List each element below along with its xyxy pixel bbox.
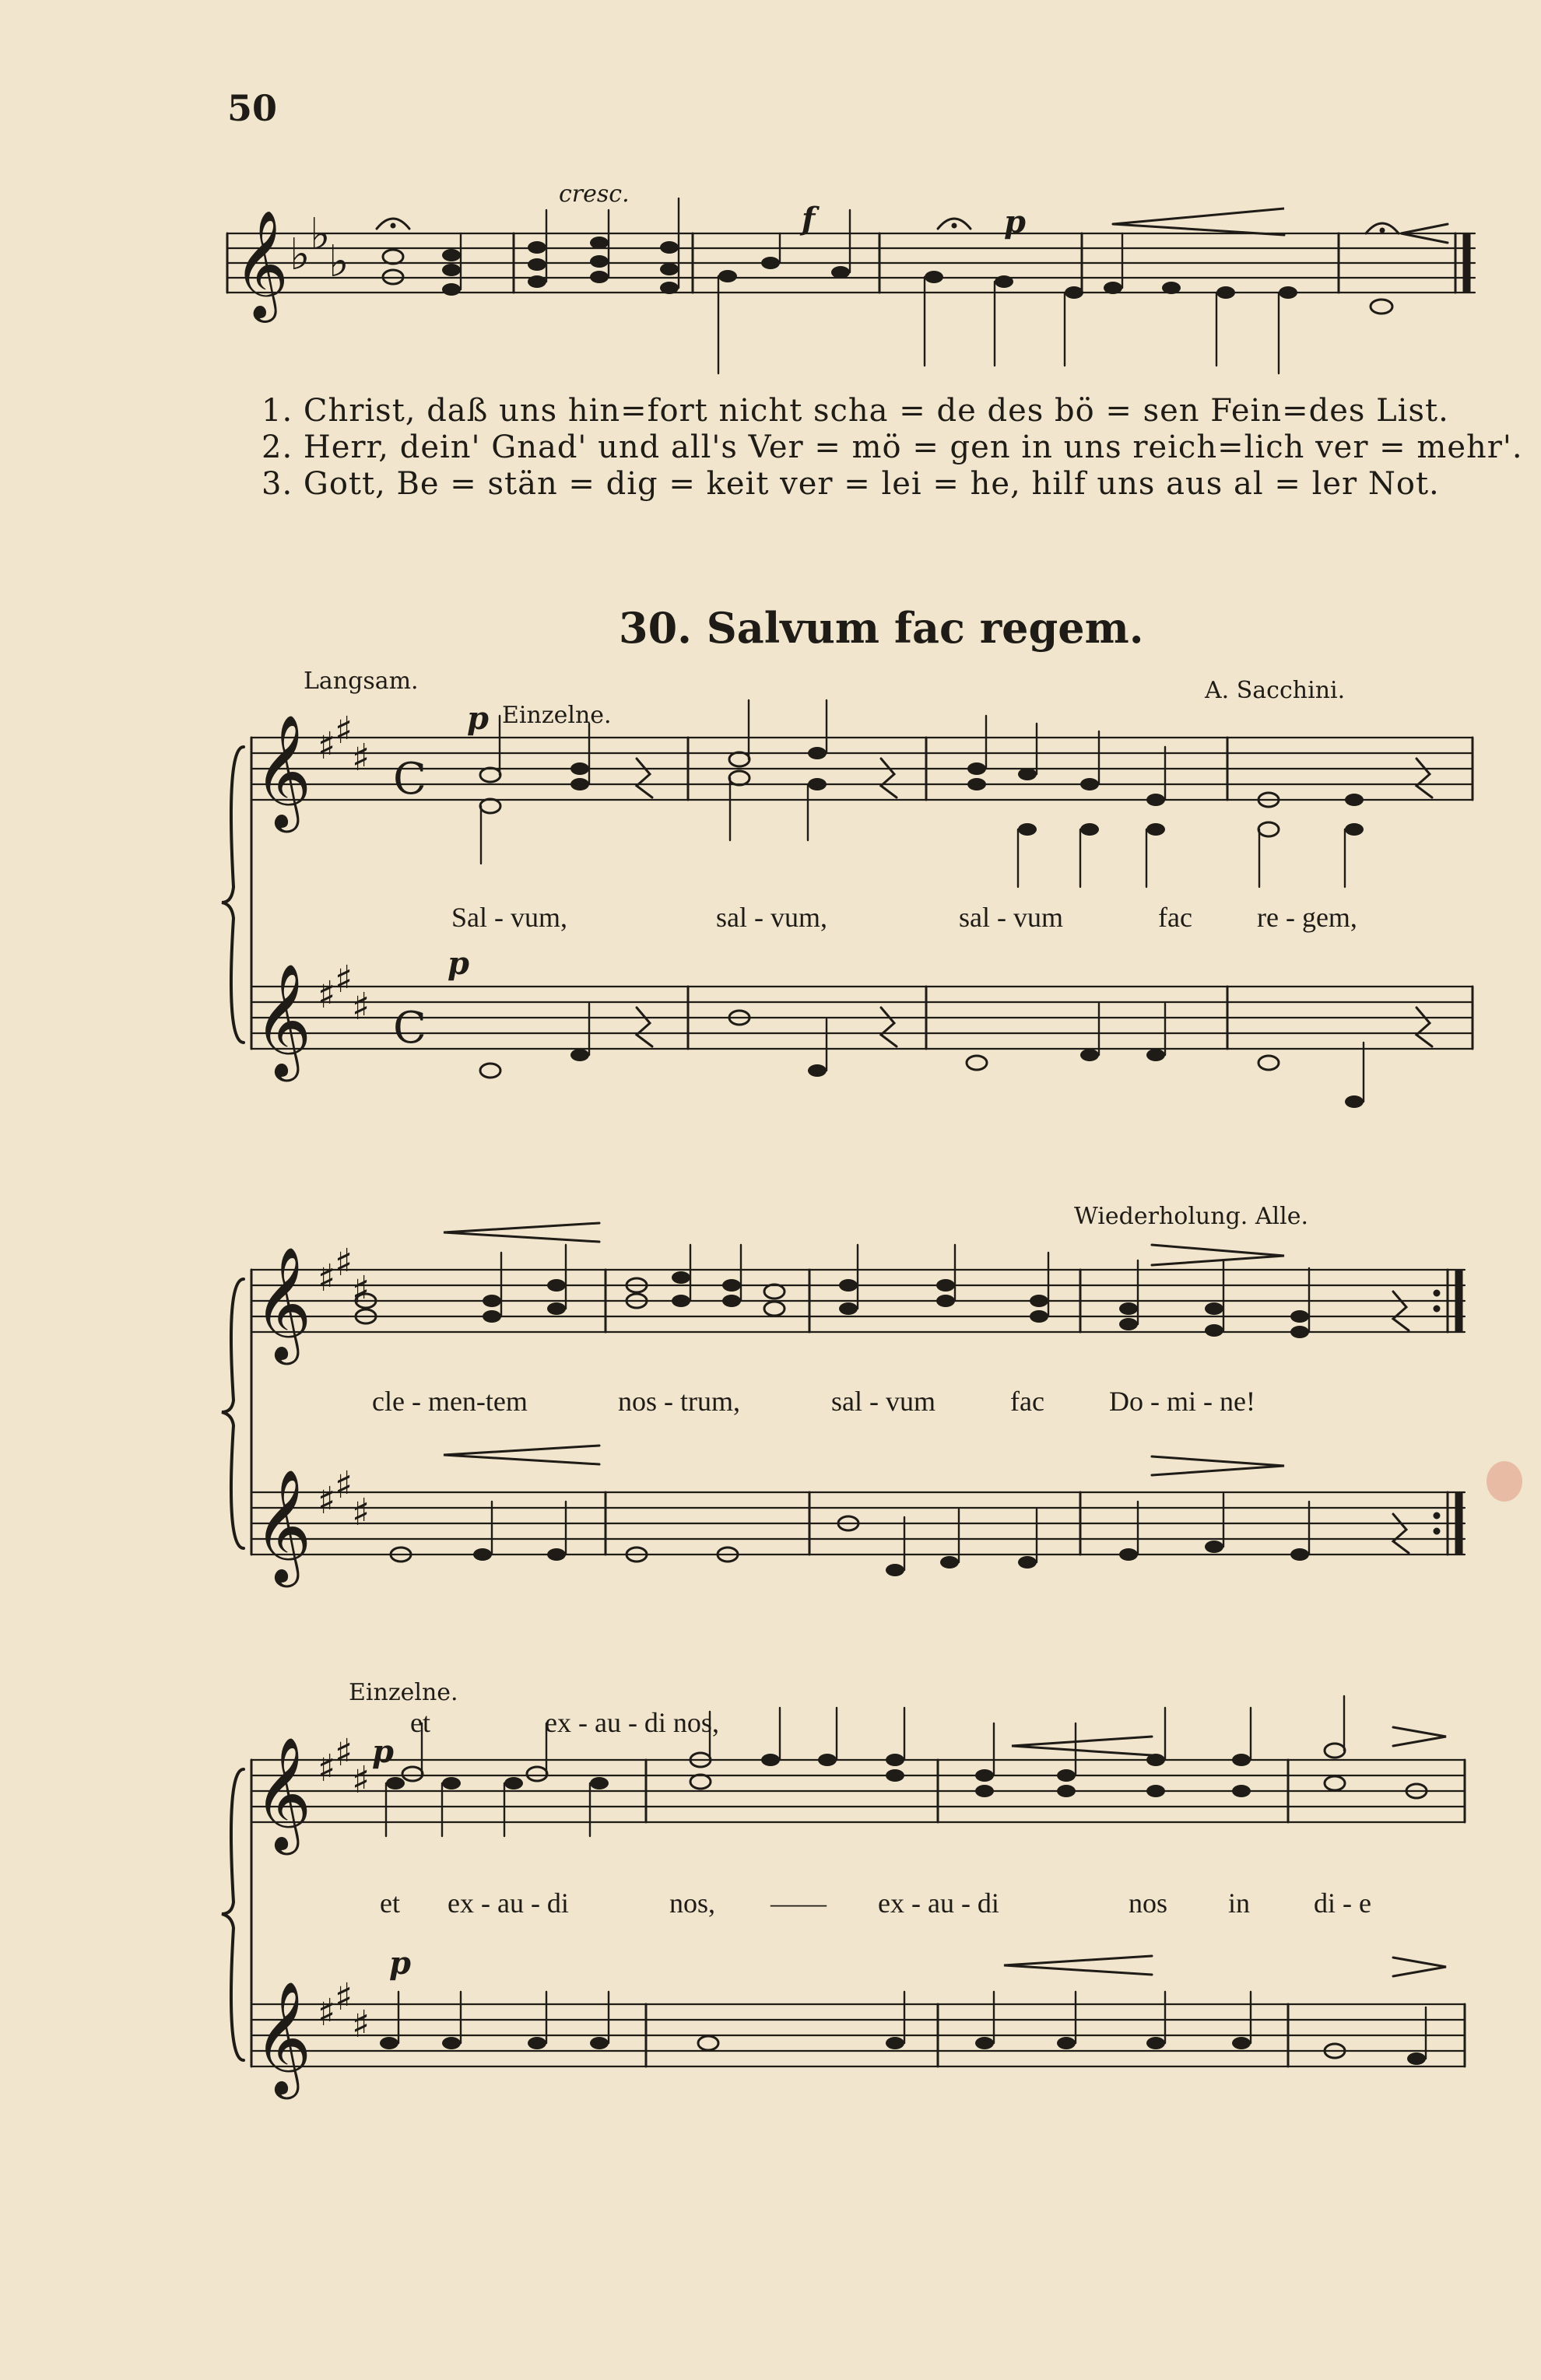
lyric-s1-5: re - gem, [1257,902,1357,933]
lyric-s3-5: ex - au - di [878,1888,999,1919]
svg-text:♯: ♯ [335,709,353,752]
lyric-s3-7: in [1228,1888,1251,1919]
dynamic-p-s3-lower: p [389,1945,411,1982]
lyric-s3-upper-2: ex - au - di nos, [545,1707,719,1738]
svg-text:C: C [393,754,426,804]
lyric-s2-5: Do - mi - ne! [1109,1386,1255,1417]
crescendo-marking: cresc. [559,181,630,208]
lyric-s3-upper-1: et [410,1707,430,1738]
lyric-s1-4: fac [1158,902,1192,933]
lyric-s3-2: ex - au - di [448,1888,569,1919]
song-title: 30. Salvum fac regem. [619,603,1144,653]
svg-text:♯: ♯ [352,1491,370,1534]
verse-3: 3. Gott, Be = stän = dig = keit ver = lei = he, hilf uns aus al = ler Not. [262,466,1440,502]
verse-2: 2. Herr, dein' Gnad' und all's Ver = mö = gen in uns reich=lich ver = mehr'. [262,429,1523,465]
dynamic-p-s1-lower: p [448,945,469,982]
composer: A. Sacchini. [1205,677,1346,704]
svg-text:♯: ♯ [318,1257,336,1300]
page-number: 50 [227,87,278,129]
lyric-s1-2: sal - vum, [716,902,827,933]
soloists-label-2: Einzelne. [349,1679,458,1706]
svg-text:♯: ♯ [318,1747,336,1790]
tempo-marking: Langsam. [304,668,419,695]
svg-text:𝄞: 𝄞 [254,713,312,828]
svg-text:♯: ♯ [335,1731,353,1775]
svg-text:♯: ♯ [318,724,336,768]
dynamic-p-s1-upper: p [467,700,489,737]
lyric-s2-1: cle - men-tem [372,1386,528,1417]
paper-stain [1487,1461,1522,1502]
repeat-all-label: Wiederholung. Alle. [1074,1203,1308,1230]
svg-text:♭: ♭ [310,209,331,260]
svg-text:𝄞: 𝄞 [254,1468,312,1583]
forte-marking: f [802,201,816,237]
svg-text:𝄞: 𝄞 [254,1980,312,2094]
svg-text:♯: ♯ [318,973,336,1017]
lyric-s3-3: nos, [669,1888,716,1919]
lyric-s1-3: sal - vum [959,902,1063,933]
lyric-s3-6: nos [1129,1888,1168,1919]
svg-text:𝄞: 𝄞 [254,1736,312,1850]
svg-text:♯: ♯ [318,1991,336,2035]
soloists-label-1: Einzelne. [502,702,612,729]
svg-text:𝄞: 𝄞 [254,1246,312,1360]
svg-text:♯: ♯ [352,1758,370,1802]
lyric-s2-4: fac [1010,1386,1044,1417]
lyric-s2-2: nos - trum, [618,1386,740,1417]
svg-text:C: C [393,1003,426,1053]
lyric-s1-1: Sal - vum, [451,902,567,933]
svg-text:♯: ♯ [352,1268,370,1312]
lyric-s3-1: et [380,1888,400,1919]
svg-text:♯: ♯ [352,736,370,780]
svg-text:♭: ♭ [328,237,349,287]
piano-marking: p [1004,204,1026,240]
svg-text:♯: ♯ [318,1479,336,1523]
svg-text:♯: ♯ [352,985,370,1029]
verse-1: 1. Christ, daß uns hin=fort nicht scha = de des bö = sen Fein=des List. [262,393,1449,429]
lyric-s3-4: —— [770,1888,827,1919]
dynamic-p-s3-upper: p [372,1733,394,1770]
svg-text:♯: ♯ [352,2003,370,2046]
svg-text:𝄞: 𝄞 [254,962,312,1077]
svg-text:♯: ♯ [335,1241,353,1285]
svg-text:𝄞: 𝄞 [233,210,289,318]
svg-text:♯: ♯ [335,958,353,1001]
lyric-s3-8: di - e [1314,1888,1371,1919]
svg-text:♯: ♯ [335,1975,353,2019]
lyric-s2-3: sal - vum [831,1386,935,1417]
svg-text:♭: ♭ [290,230,311,280]
svg-text:♯: ♯ [335,1463,353,1507]
